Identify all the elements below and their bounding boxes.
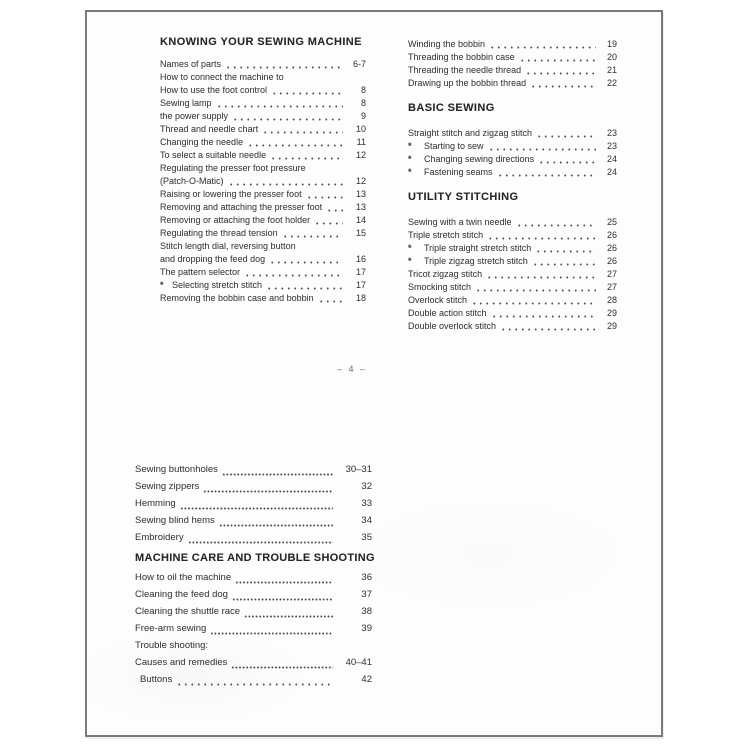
- toc-item-label: Sewing buttonholes: [135, 464, 218, 475]
- toc-item: [160, 201, 366, 214]
- toc-item: [160, 227, 366, 240]
- toc-item-page: 36: [361, 572, 372, 583]
- toc-item: [408, 268, 617, 281]
- toc-item-label: Sewing zippers: [135, 481, 200, 492]
- toc-bottom-section: [135, 461, 375, 688]
- toc-item: [408, 64, 617, 77]
- toc-item-page: 38: [361, 606, 372, 617]
- toc-item-label: Overlock stitch: [408, 295, 468, 305]
- toc-item: [135, 671, 372, 688]
- toc-item-page: 22: [606, 78, 617, 88]
- toc-item-page: 28: [606, 295, 617, 305]
- toc-item-page: 14: [355, 215, 366, 225]
- dot-leader: [244, 615, 333, 618]
- toc-item: [135, 529, 372, 546]
- toc-item-page: 15: [355, 228, 366, 238]
- toc-item: [408, 320, 617, 333]
- toc-item: [135, 637, 372, 654]
- dot-leader: [489, 46, 596, 49]
- toc-item: [408, 38, 617, 51]
- dot-leader: [262, 131, 343, 134]
- toc-item: [408, 255, 617, 268]
- toc-item-label: Starting to sew: [424, 141, 484, 151]
- toc-item-label: Triple straight stretch stitch: [424, 243, 532, 253]
- toc-list: [408, 127, 617, 179]
- toc-item-label: Double overlock stitch: [408, 321, 497, 331]
- toc-item-page: 26: [606, 230, 617, 240]
- dot-leader: [326, 209, 343, 212]
- toc-item: [408, 294, 617, 307]
- toc-item: [408, 51, 617, 64]
- dot-leader: [180, 507, 333, 510]
- toc-item-label: Threading the needle thread: [408, 65, 522, 75]
- toc-item: [408, 140, 617, 153]
- toc-item-page: 21: [606, 65, 617, 75]
- toc-item-page: 6-7: [352, 59, 366, 69]
- toc-item: [160, 175, 366, 188]
- dot-leader: [475, 289, 596, 292]
- toc-item-label: Smocking stitch: [408, 282, 472, 292]
- toc-item: [160, 162, 366, 175]
- toc-item: [160, 292, 366, 305]
- toc-item-label: Removing and attaching the presser foot: [160, 202, 323, 212]
- toc-item-label: How to connect the machine to: [160, 72, 284, 82]
- toc-item-page: 23: [606, 141, 617, 151]
- toc-item-page: 24: [606, 167, 617, 177]
- toc-item-page: 17: [355, 280, 366, 290]
- toc-item-page: 29: [606, 308, 617, 318]
- toc-item-page: 12: [355, 150, 366, 160]
- toc-item-label: Straight stitch and zigzag stitch: [408, 128, 533, 138]
- toc-item-label: Sewing blind hems: [135, 515, 215, 526]
- toc-item-page: 29: [606, 321, 617, 331]
- toc-item: [160, 266, 366, 279]
- toc-item: [160, 58, 366, 71]
- toc-item-page: 8: [360, 85, 366, 95]
- dot-leader: [500, 328, 596, 331]
- toc-item-label: Raising or lowering the presser foot: [160, 189, 302, 199]
- toc-item-page: 23: [606, 128, 617, 138]
- toc-item: [160, 253, 366, 266]
- toc-item-label: Removing or attaching the foot holder: [160, 215, 311, 225]
- dot-leader: [269, 261, 343, 264]
- toc-item-page: 11: [356, 137, 366, 147]
- toc-item: [135, 478, 372, 495]
- dot-leader: [486, 276, 596, 279]
- dot-leader: [516, 224, 596, 227]
- toc-item-page: 37: [361, 589, 372, 600]
- toc-item-page: 18: [355, 293, 366, 303]
- dot-leader: [210, 632, 333, 635]
- toc-item: [160, 71, 366, 84]
- dot-leader: [216, 105, 343, 108]
- toc-item-label: Drawing up the bobbin thread: [408, 78, 527, 88]
- toc-item: [160, 188, 366, 201]
- dot-leader: [270, 157, 343, 160]
- toc-item-page: 17: [355, 267, 366, 277]
- toc-item-label: Cleaning the feed dog: [135, 589, 228, 600]
- dot-leader: [538, 161, 596, 164]
- toc-item: [160, 123, 366, 136]
- toc-item: [160, 240, 366, 253]
- toc-item: [160, 110, 366, 123]
- star-marker: *: [408, 243, 412, 253]
- toc-right-column: [408, 38, 617, 333]
- dot-leader: [225, 66, 343, 69]
- toc-item-page: 13: [355, 189, 366, 199]
- toc-item-label: How to oil the machine: [135, 572, 232, 583]
- toc-item-label: Names of parts: [160, 59, 222, 69]
- toc-item-label: Free-arm sewing: [135, 623, 207, 634]
- toc-item: [408, 229, 617, 242]
- toc-item-page: 42: [361, 674, 372, 685]
- dot-leader: [232, 598, 333, 601]
- toc-item: [135, 654, 372, 671]
- toc-item-label: Sewing with a twin needle: [408, 217, 512, 227]
- toc-item-page: 27: [606, 269, 617, 279]
- toc-item-label: Winding the bobbin: [408, 39, 486, 49]
- toc-item-label: Causes and remedies: [135, 657, 228, 668]
- toc-list: [408, 216, 617, 333]
- toc-item-label: Regulating the presser foot pressure: [160, 163, 306, 173]
- toc-item: [408, 166, 617, 179]
- toc-item-label: and dropping the feed dog: [160, 254, 266, 264]
- toc-item-page: 9: [360, 111, 366, 121]
- dot-leader: [497, 174, 596, 177]
- dot-leader: [488, 148, 596, 151]
- toc-item: [160, 149, 366, 162]
- toc-item-page: 39: [361, 623, 372, 634]
- dot-leader: [232, 118, 343, 121]
- toc-item-label: (Patch-O-Matic): [160, 176, 224, 186]
- toc-item: [135, 495, 372, 512]
- toc-item-page: 12: [355, 176, 366, 186]
- page-number-marker: – 4 –: [336, 364, 368, 374]
- toc-item: [160, 136, 366, 149]
- toc-item-page: 8: [360, 98, 366, 108]
- dot-leader: [188, 541, 333, 544]
- section-title: UTILITY STITCHING: [408, 191, 519, 203]
- toc-item-page: 10: [355, 124, 366, 134]
- star-marker: *: [408, 141, 412, 151]
- toc-item: [135, 569, 372, 586]
- dot-leader: [306, 196, 343, 199]
- dot-leader: [271, 92, 343, 95]
- toc-item-label: Triple stretch stitch: [408, 230, 484, 240]
- dot-leader: [244, 274, 343, 277]
- toc-item-page: 27: [606, 282, 617, 292]
- toc-item-label: To select a suitable needle: [160, 150, 267, 160]
- dot-leader: [228, 183, 343, 186]
- toc-item: [135, 461, 372, 478]
- toc-item-page: 30–31: [345, 464, 372, 475]
- toc-item-label: Buttons: [140, 674, 173, 685]
- toc-item-page: 16: [355, 254, 366, 264]
- dot-leader: [235, 581, 333, 584]
- toc-item: [408, 307, 617, 320]
- toc-left-column: [160, 36, 366, 305]
- toc-item-page: 33: [361, 498, 372, 509]
- toc-list: [160, 58, 366, 305]
- dot-leader: [266, 287, 343, 290]
- dot-leader: [247, 144, 343, 147]
- dot-leader: [203, 490, 333, 493]
- toc-item-label: Sewing lamp: [160, 98, 212, 108]
- toc-item: [408, 77, 617, 90]
- toc-item: [135, 620, 372, 637]
- dot-leader: [222, 473, 333, 476]
- section-title: KNOWING YOUR SEWING MACHINE: [160, 36, 362, 48]
- toc-item-label: Regulating the thread tension: [160, 228, 278, 238]
- toc-item-label: Changing sewing directions: [424, 154, 535, 164]
- star-marker: *: [408, 167, 412, 177]
- toc-item-label: Triple zigzag stretch stitch: [424, 256, 528, 266]
- toc-item: [160, 279, 366, 292]
- toc-item-page: 19: [606, 39, 617, 49]
- toc-item-label: Hemming: [135, 498, 176, 509]
- toc-list: [135, 569, 372, 688]
- toc-list: [408, 38, 617, 90]
- toc-item-page: 25: [606, 217, 617, 227]
- dot-leader: [219, 524, 333, 527]
- dot-leader: [535, 250, 596, 253]
- dot-leader: [519, 59, 596, 62]
- toc-item: [160, 84, 366, 97]
- toc-item: [408, 216, 617, 229]
- toc-item-page: 35: [361, 532, 372, 543]
- toc-item-label: The pattern selector: [160, 267, 241, 277]
- dot-leader: [487, 237, 596, 240]
- section-title: MACHINE CARE AND TROUBLE SHOOTING: [135, 552, 375, 564]
- toc-item-page: 26: [606, 256, 617, 266]
- toc-item-label: Embroidery: [135, 532, 184, 543]
- section-title: BASIC SEWING: [408, 102, 495, 114]
- toc-item-label: Threading the bobbin case: [408, 52, 515, 62]
- dot-leader: [525, 72, 596, 75]
- dot-leader: [176, 683, 333, 686]
- toc-item: [160, 214, 366, 227]
- toc-item: [135, 603, 372, 620]
- toc-item: [160, 97, 366, 110]
- toc-item: [408, 242, 617, 255]
- toc-item-label: Trouble shooting:: [135, 640, 209, 651]
- toc-item-label: Selecting stretch stitch: [172, 280, 263, 290]
- toc-item-label: Thread and needle chart: [160, 124, 259, 134]
- toc-item: [408, 281, 617, 294]
- toc-item-page: 13: [355, 202, 366, 212]
- star-marker: *: [160, 280, 164, 290]
- toc-item: [135, 512, 372, 529]
- manual-page: [85, 10, 663, 737]
- toc-item-page: 26: [606, 243, 617, 253]
- toc-item-page: 40–41: [345, 657, 372, 668]
- toc-item-label: Double action stitch: [408, 308, 487, 318]
- dot-leader: [318, 300, 343, 303]
- toc-item: [408, 153, 617, 166]
- dot-leader: [282, 235, 343, 238]
- toc-item-label: Removing the bobbin case and bobbin: [160, 293, 314, 303]
- dot-leader: [532, 263, 596, 266]
- toc-item-page: 24: [606, 154, 617, 164]
- dot-leader: [471, 302, 596, 305]
- toc-list: [135, 461, 372, 546]
- toc-item-page: 34: [361, 515, 372, 526]
- dot-leader: [231, 666, 333, 669]
- toc-item-label: Fastening seams: [424, 167, 493, 177]
- dot-leader: [536, 135, 596, 138]
- star-marker: *: [408, 154, 412, 164]
- toc-item-page: 32: [361, 481, 372, 492]
- toc-item-label: Stitch length dial, reversing button: [160, 241, 296, 251]
- star-marker: *: [408, 256, 412, 266]
- toc-item: [135, 586, 372, 603]
- toc-item-page: 20: [606, 52, 617, 62]
- toc-item-label: How to use the foot control: [160, 85, 268, 95]
- dot-leader: [314, 222, 343, 225]
- toc-item-label: Changing the needle: [160, 137, 244, 147]
- toc-item-label: Cleaning the shuttle race: [135, 606, 241, 617]
- toc-item-label: the power supply: [160, 111, 229, 121]
- dot-leader: [491, 315, 596, 318]
- toc-item-label: Tricot zigzag stitch: [408, 269, 483, 279]
- toc-item: [408, 127, 617, 140]
- dot-leader: [530, 85, 596, 88]
